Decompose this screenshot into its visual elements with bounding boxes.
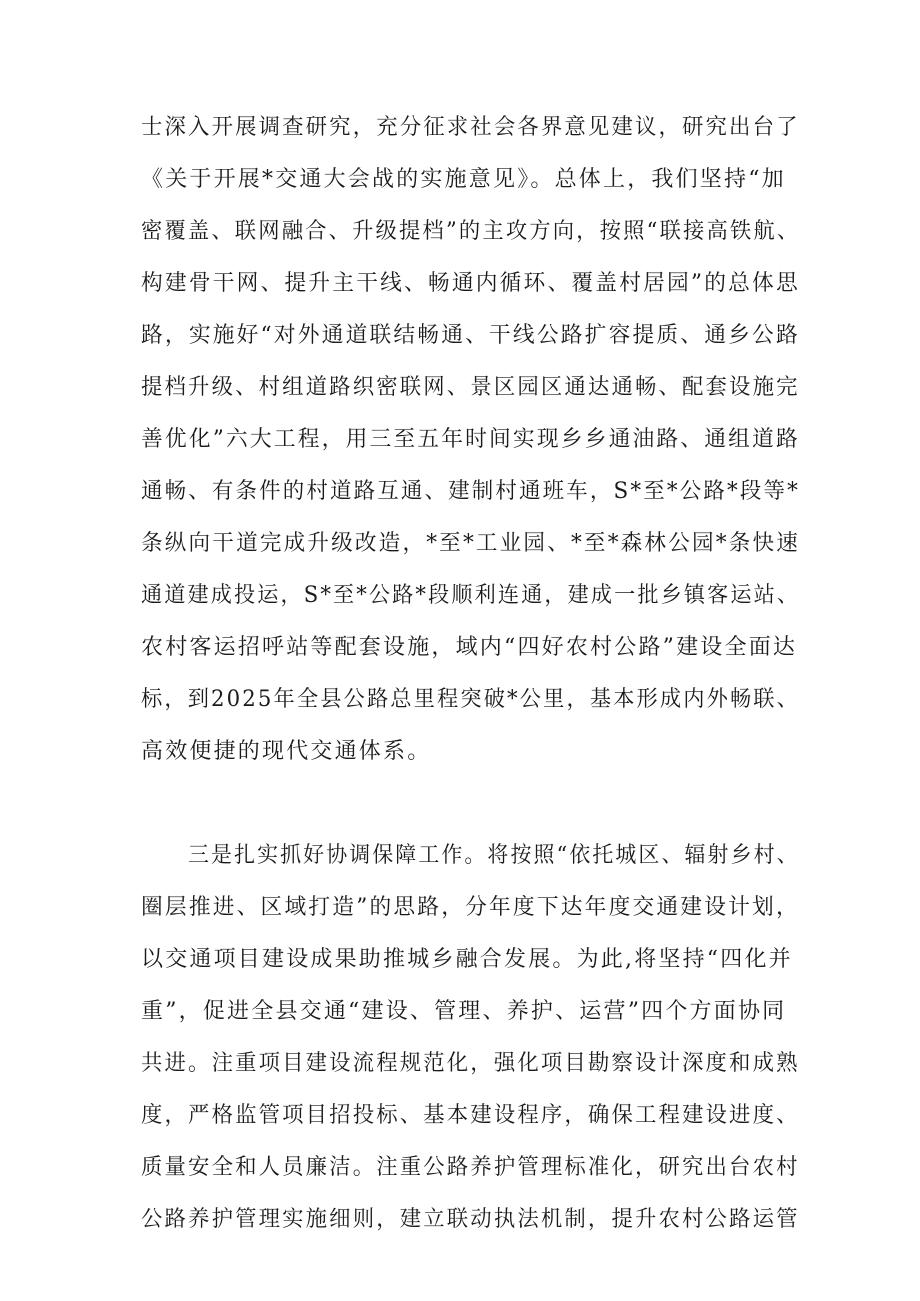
text-line: 以交通项目建设成果助推城乡融合发展。为此,将坚持“四化并 [141, 947, 793, 972]
text-line: 度，严格监管项目招投标、基本建设程序，确保工程建设进度、 [141, 1103, 800, 1128]
text-line: 通道建成投运，S*至*公路*段顺利连通，建成一批乡镇客运站、 [141, 583, 801, 608]
text-line: 重”，促进全县交通“建设、管理、养护、运营”四个方面协同 [141, 999, 787, 1024]
text-line: 通畅、有条件的村道路互通、建制村通班车，S*至*公路*段等* [141, 479, 801, 504]
text-line: 圈层推进、区域打造”的思路，分年度下达年度交通建设计划， [141, 895, 800, 920]
text-line: 路，实施好“对外通道联结畅通、干线公路扩容提质、通乡公路 [141, 323, 800, 348]
text-line: 高效便捷的现代交通体系。 [141, 739, 432, 764]
text-line: 士深入开展调查研究，充分征求社会各界意见建议，研究出台了 [141, 115, 800, 140]
text-line: 共进。注重项目建设流程规范化，强化项目勘察设计深度和成熟 [141, 1051, 800, 1076]
text-line: 善优化”六大工程，用三至五年时间实现乡乡通油路、通组道路 [141, 427, 800, 452]
text-line: 提档升级、村组道路织密联网、景区园区通达通畅、配套设施完 [141, 375, 800, 400]
text-line: 条纵向干道完成升级改造，*至*工业园、*至*森林公园*条快速 [141, 531, 801, 556]
text-line: 农村客运招呼站等配套设施，域内“四好农村公路”建设全面达 [141, 635, 798, 660]
text-line: 标，到2025年全县公路总里程突破*公里，基本形成内外畅联、 [141, 687, 800, 712]
text-line: 公路养护管理实施细则，建立联动执法机制，提升农村公路运管 [141, 1207, 800, 1232]
text-line: 质量安全和人员廉洁。注重公路养护管理标准化，研究出台农村 [141, 1155, 800, 1180]
text-line: 《关于开展*交通大会战的实施意见》。总体上，我们坚持“加 [141, 167, 786, 192]
text-line: 密覆盖、联网融合、升级提档”的主攻方向，按照“联接高铁航、 [141, 219, 801, 244]
text-line: 三是扎实抓好协调保障工作。将按照“依托城区、辐射乡村、 [188, 843, 800, 868]
text-line: 构建骨干网、提升主干线、畅通内循环、覆盖村居园”的总体思 [141, 271, 800, 296]
